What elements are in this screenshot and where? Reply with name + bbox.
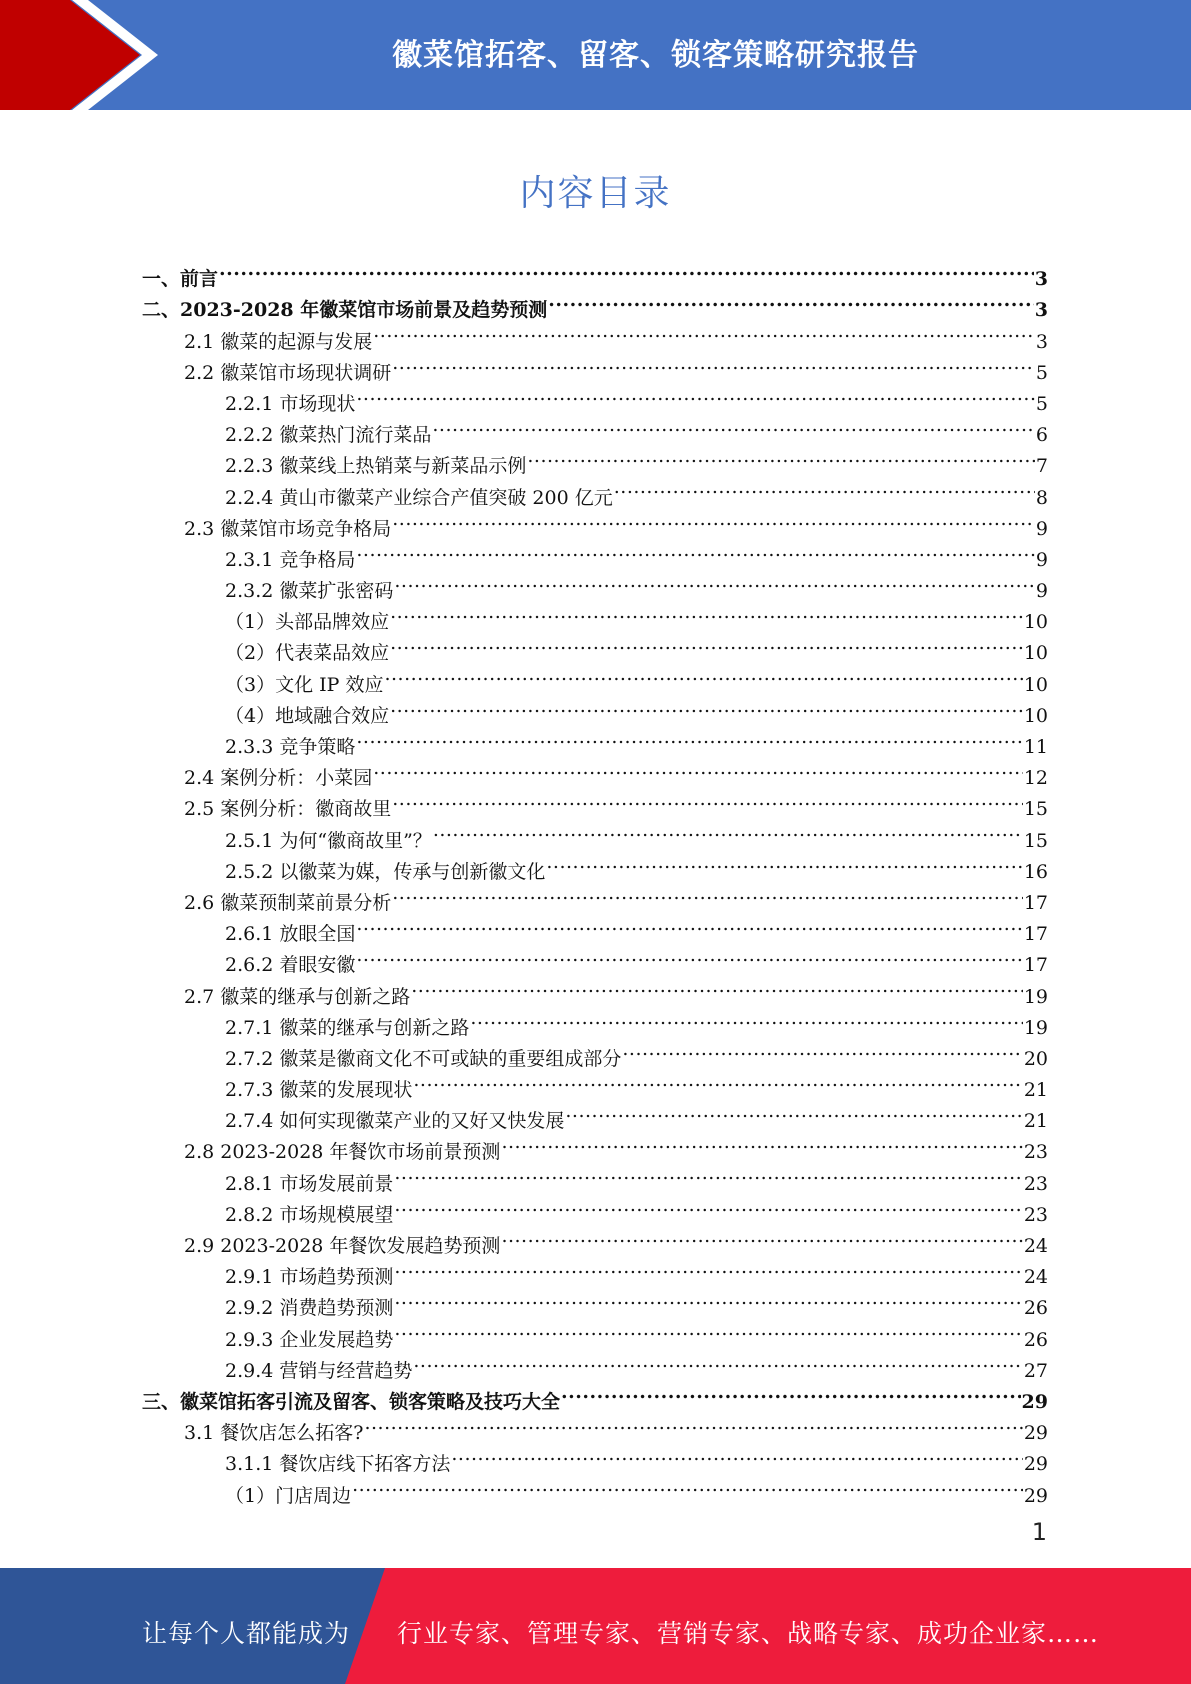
toc-leader-dots bbox=[413, 1065, 1022, 1096]
toc-leader-dots bbox=[546, 847, 1022, 878]
toc-leader-dots bbox=[548, 285, 1034, 316]
toc-entry-title: （3）文化 IP 效应 bbox=[225, 673, 384, 696]
toc-entry-title: 2.1 徽菜的起源与发展 bbox=[184, 330, 373, 353]
toc-entry-page: 3 bbox=[1035, 330, 1048, 353]
toc-leader-dots bbox=[413, 1346, 1022, 1377]
toc-leader-dots bbox=[501, 1127, 1022, 1158]
toc-entry-title: 3.1.1 餐饮店线下拓客方法 bbox=[225, 1453, 451, 1476]
toc-entry-page: 19 bbox=[1023, 1016, 1048, 1039]
toc-entry-page: 17 bbox=[1023, 891, 1048, 914]
toc-leader-dots bbox=[432, 410, 1035, 441]
toc-entry-title: 2.7.4 如何实现徽菜产业的又好又快发展 bbox=[225, 1110, 565, 1133]
toc-heading: 内容目录 bbox=[519, 173, 672, 214]
toc-entry-title: 2.9.3 企业发展趋势 bbox=[225, 1328, 394, 1351]
toc-entry-title: 2.2 徽菜馆市场现状调研 bbox=[184, 361, 392, 384]
toc-entry-title: 2.6.1 放眼全国 bbox=[225, 923, 356, 946]
toc-entry-page: 15 bbox=[1023, 829, 1048, 852]
toc-entry-page: 20 bbox=[1023, 1047, 1048, 1070]
toc-entry-page: 23 bbox=[1023, 1172, 1048, 1195]
toc-entry-title: 2.9.1 市场趋势预测 bbox=[225, 1266, 394, 1289]
toc-entry-title: 2.2.3 徽菜线上热销菜与新菜品示例 bbox=[225, 455, 527, 478]
footer-slogan-left: 让每个人都能成为 bbox=[142, 1619, 351, 1648]
toc-entry-page: 29 bbox=[1023, 1453, 1048, 1476]
toc-leader-dots bbox=[394, 1252, 1022, 1283]
toc-entry-page: 21 bbox=[1023, 1079, 1048, 1102]
toc-entry-title: 2.6.2 着眼安徽 bbox=[225, 954, 356, 977]
toc-entry-page: 17 bbox=[1023, 954, 1048, 977]
toc-entry-title: 一、前言 bbox=[142, 268, 219, 291]
toc-leader-dots bbox=[394, 1314, 1022, 1345]
toc-entry[interactable] bbox=[142, 254, 1048, 291]
toc-leader-dots bbox=[384, 659, 1022, 690]
page-number: 1 bbox=[1031, 1518, 1047, 1546]
toc-entry-title: 2.7.2 徽菜是徽商文化不可或缺的重要组成部分 bbox=[225, 1047, 622, 1070]
toc-entry-title: 2.5 案例分析：徽商故里 bbox=[184, 798, 392, 821]
toc-entry-page: 5 bbox=[1035, 392, 1048, 415]
toc-leader-dots bbox=[501, 1221, 1022, 1252]
toc-entry-title: 2.8.2 市场规模展望 bbox=[225, 1203, 394, 1226]
toc-leader-dots bbox=[561, 1377, 1021, 1408]
toc-entry-page: 6 bbox=[1035, 424, 1048, 447]
toc-entry-title: 2.9.2 消费趋势预测 bbox=[225, 1297, 394, 1320]
toc-entry-page: 21 bbox=[1023, 1110, 1048, 1133]
toc-leader-dots bbox=[392, 348, 1035, 379]
toc-leader-dots bbox=[373, 753, 1023, 784]
toc-entry-title: 2.5.1 为何“徽商故里”？ bbox=[225, 829, 432, 852]
toc-entry-page: 8 bbox=[1035, 486, 1048, 509]
toc-entry-page: 26 bbox=[1023, 1328, 1048, 1351]
toc-entry-page: 10 bbox=[1023, 611, 1048, 634]
toc-leader-dots bbox=[392, 504, 1035, 535]
toc-leader-dots bbox=[527, 441, 1035, 472]
toc-entry-title: 2.6 徽菜预制菜前景分析 bbox=[184, 891, 392, 914]
toc-entry-page: 12 bbox=[1023, 767, 1048, 790]
toc-leader-dots bbox=[373, 316, 1035, 347]
toc-leader-dots bbox=[364, 1408, 1022, 1439]
toc-entry-title: 2.2.4 黄山市徽菜产业综合产值突破 200 亿元 bbox=[225, 486, 613, 509]
toc-leader-dots bbox=[392, 878, 1023, 909]
toc-entry-title: 三、徽菜馆拓客引流及留客、锁客策略及技巧大全 bbox=[142, 1390, 561, 1413]
toc-entry-title: 2.3.1 竞争格局 bbox=[225, 548, 356, 571]
toc-entry-page: 10 bbox=[1023, 642, 1048, 665]
footer-slogan-right: 行业专家、管理专家、营销专家、战略专家、成功企业家…… bbox=[397, 1619, 1100, 1648]
toc-leader-dots bbox=[411, 971, 1023, 1002]
toc-entry-title: （4）地域融合效应 bbox=[225, 704, 390, 727]
toc-entry-page: 27 bbox=[1023, 1359, 1048, 1382]
toc-entry-page: 24 bbox=[1023, 1235, 1048, 1257]
toc-leader-dots bbox=[390, 628, 1023, 659]
toc-entry-title: （1）门店周边 bbox=[225, 1484, 352, 1507]
toc-entry-title: 2.2.2 徽菜热门流行菜品 bbox=[225, 424, 432, 447]
toc-entry-title: （1）头部品牌效应 bbox=[225, 611, 390, 634]
toc-entry-page: 19 bbox=[1023, 985, 1048, 1008]
toc-leader-dots bbox=[356, 722, 1022, 753]
toc-leader-dots bbox=[394, 1190, 1022, 1221]
footer-banner bbox=[0, 1568, 1191, 1684]
toc-entry-page: 10 bbox=[1023, 673, 1048, 696]
report-title: 徽菜馆拓客、留客、锁客策略研究报告 bbox=[392, 38, 919, 73]
toc-entry-title: 2.3.3 竞争策略 bbox=[225, 736, 356, 758]
toc-leader-dots bbox=[622, 1034, 1022, 1065]
toc-leader-dots bbox=[394, 1158, 1022, 1189]
toc-entry-title: 2.7.3 徽菜的发展现状 bbox=[225, 1079, 413, 1102]
toc-leader-dots bbox=[392, 784, 1023, 815]
toc-leader-dots bbox=[352, 1470, 1023, 1501]
toc-entry-page: 15 bbox=[1023, 798, 1048, 821]
toc-leader-dots bbox=[451, 1439, 1022, 1470]
toc-entry-page: 24 bbox=[1023, 1266, 1048, 1289]
toc-entry-page: 23 bbox=[1023, 1203, 1048, 1226]
toc-entry-title: 2.9 2023-2028 年餐饮发展趋势预测 bbox=[184, 1235, 501, 1257]
toc-entry-page: 3 bbox=[1034, 299, 1048, 322]
toc-entry-page: 29 bbox=[1021, 1390, 1048, 1413]
toc-leader-dots bbox=[390, 597, 1023, 628]
toc-entry-page: 9 bbox=[1035, 580, 1048, 603]
toc-leader-dots bbox=[356, 909, 1022, 940]
toc-leader-dots bbox=[356, 535, 1035, 566]
toc-entry[interactable] bbox=[142, 285, 1048, 322]
toc-entry-page: 29 bbox=[1023, 1484, 1048, 1507]
toc-entry-title: 2.7 徽菜的继承与创新之路 bbox=[184, 985, 411, 1008]
toc-entry-title: 2.8.1 市场发展前景 bbox=[225, 1172, 394, 1195]
toc-entry-page: 3 bbox=[1034, 268, 1048, 291]
toc-entry-title: 2.4 案例分析：小菜园 bbox=[184, 767, 373, 790]
toc-leader-dots bbox=[394, 1283, 1022, 1314]
toc-entry-title: （2）代表菜品效应 bbox=[225, 642, 390, 665]
toc-entry-page: 5 bbox=[1035, 361, 1048, 384]
toc-leader-dots bbox=[356, 379, 1035, 410]
toc-entry-title: 2.9.4 营销与经营趋势 bbox=[225, 1359, 413, 1382]
toc-entry-page: 11 bbox=[1023, 736, 1048, 758]
toc-entry-title: 3.1 餐饮店怎么拓客? bbox=[184, 1422, 364, 1445]
toc-entry-title: 2.7.1 徽菜的继承与创新之路 bbox=[225, 1016, 470, 1039]
toc-entry-page: 23 bbox=[1023, 1141, 1048, 1164]
toc-leader-dots bbox=[614, 472, 1035, 503]
header-banner bbox=[0, 0, 1191, 110]
toc-entry-page: 16 bbox=[1023, 860, 1048, 883]
toc-entry-page: 9 bbox=[1035, 517, 1048, 540]
toc-entry-title: 2.5.2 以徽菜为媒，传承与创新徽文化 bbox=[225, 860, 546, 883]
toc-leader-dots bbox=[394, 566, 1035, 597]
toc-entry-page: 26 bbox=[1023, 1297, 1048, 1320]
toc-leader-dots bbox=[219, 254, 1034, 285]
toc-leader-dots bbox=[433, 815, 1023, 846]
toc-entry-title: 2.2.1 市场现状 bbox=[225, 392, 356, 415]
toc-leader-dots bbox=[356, 940, 1022, 971]
toc-entry-title: 2.3.2 徽菜扩张密码 bbox=[225, 580, 394, 603]
toc-entry-page: 29 bbox=[1023, 1422, 1048, 1445]
toc-leader-dots bbox=[565, 1096, 1022, 1127]
toc-entry-page: 17 bbox=[1023, 923, 1048, 946]
table-of-contents bbox=[142, 254, 1048, 1507]
toc-entry-page: 7 bbox=[1035, 455, 1048, 478]
toc-entry-page: 9 bbox=[1035, 548, 1048, 571]
toc-entry-page: 10 bbox=[1023, 704, 1048, 727]
toc-leader-dots bbox=[470, 1003, 1022, 1034]
toc-entry-title: 2.8 2023-2028 年餐饮市场前景预测 bbox=[184, 1141, 501, 1164]
toc-leader-dots bbox=[390, 691, 1023, 722]
toc-entry-title: 2.3 徽菜馆市场竞争格局 bbox=[184, 517, 392, 540]
toc-entry-title: 二、2023-2028 年徽菜馆市场前景及趋势预测 bbox=[142, 299, 548, 322]
